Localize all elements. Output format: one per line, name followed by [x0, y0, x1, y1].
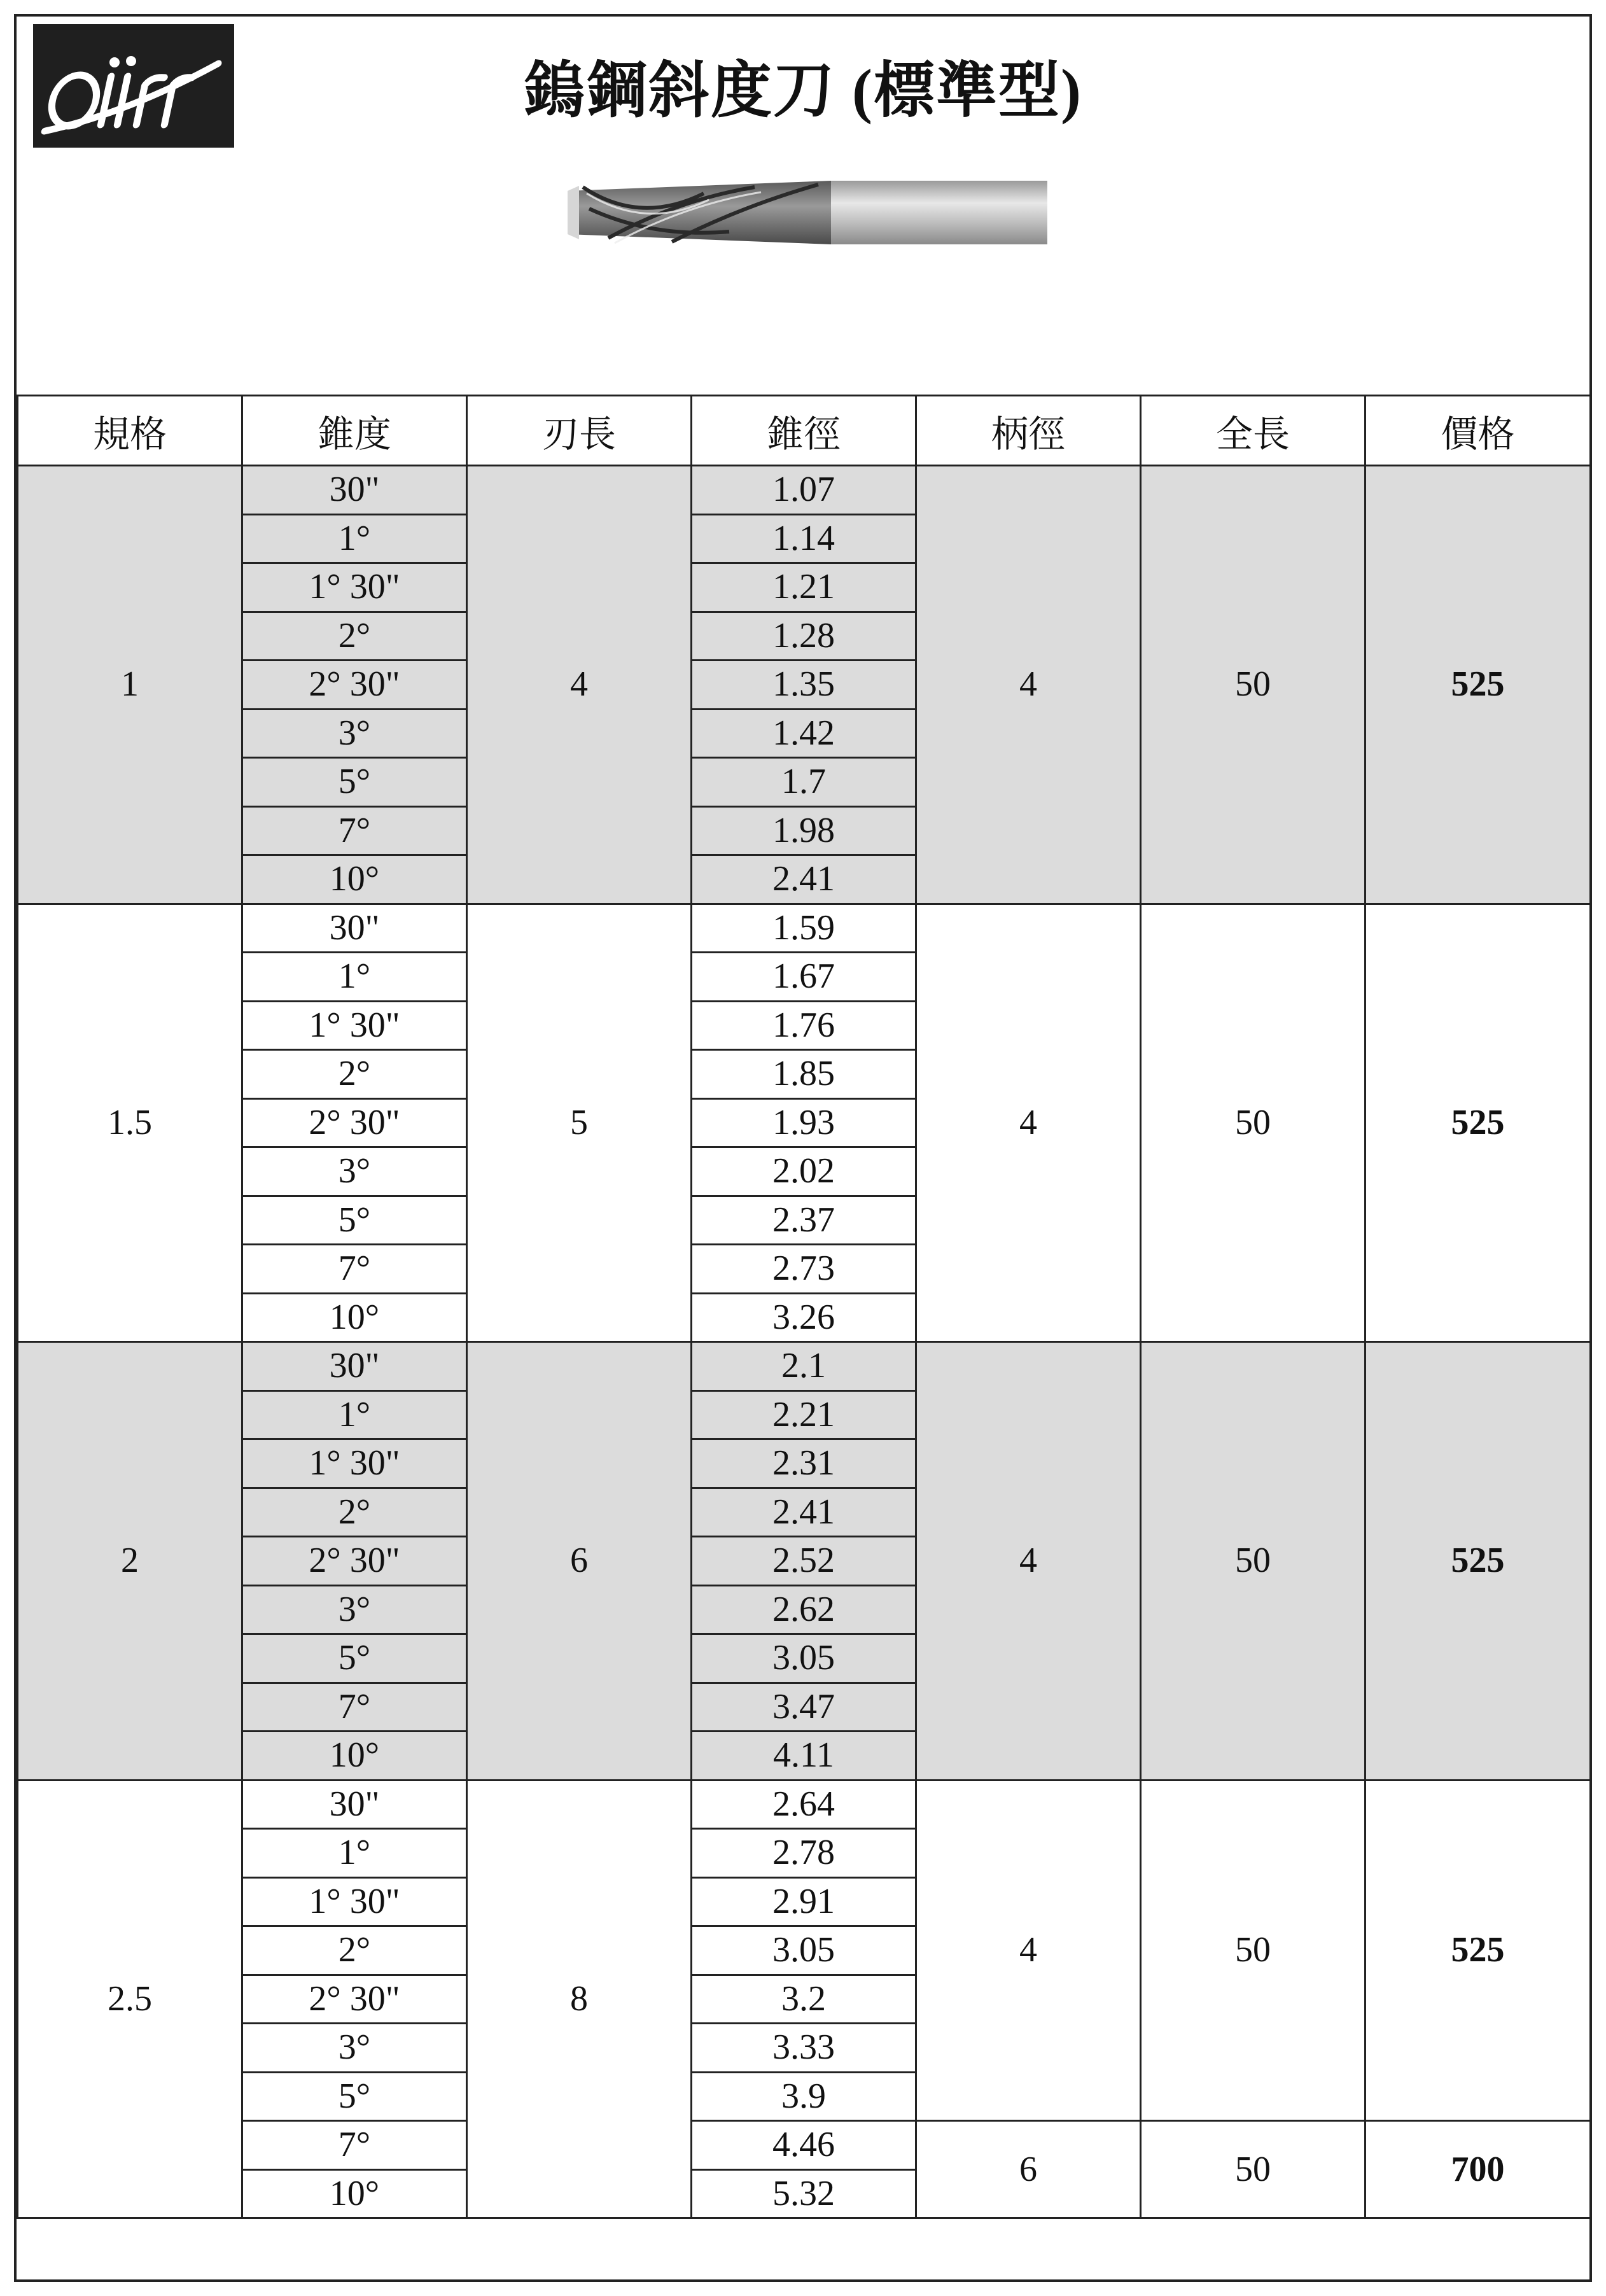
- product-header: [17, 17, 1589, 397]
- taper-cell: 1° 30": [242, 1877, 467, 1926]
- taper-diameter-cell: 2.37: [692, 1196, 916, 1245]
- taper-cell: 30": [242, 904, 467, 953]
- taper-diameter-cell: 1.59: [692, 904, 916, 953]
- spec-cell: 1: [18, 466, 242, 904]
- taper-diameter-cell: 1.07: [692, 466, 916, 515]
- taper-cell: 3°: [242, 1585, 467, 1634]
- taper-diameter-cell: 1.98: [692, 806, 916, 855]
- taper-cell: 2°: [242, 1050, 467, 1099]
- taper-cell: 3°: [242, 1147, 467, 1196]
- taper-cell: 1° 30": [242, 563, 467, 612]
- spec-cell: 2.5: [18, 1780, 242, 2218]
- taper-diameter-cell: 2.73: [692, 1245, 916, 1294]
- taper-cell: 1° 30": [242, 1001, 467, 1050]
- taper-cell: 2° 30": [242, 1537, 467, 1586]
- taper-diameter-cell: 3.33: [692, 2024, 916, 2073]
- taper-cell: 1° 30": [242, 1439, 467, 1488]
- taper-cell: 10°: [242, 855, 467, 904]
- taper-cell: 3°: [242, 709, 467, 758]
- taper-diameter-cell: 3.47: [692, 1683, 916, 1732]
- overall-length-cell: 50: [1141, 1780, 1365, 2121]
- taper-cell: 3°: [242, 2024, 467, 2073]
- price-cell: 700: [1365, 2121, 1591, 2218]
- taper-cell: 5°: [242, 2072, 467, 2121]
- overall-length-cell: 50: [1141, 1342, 1365, 1781]
- price-cell: 525: [1365, 1780, 1591, 2121]
- spec-table-body: [18, 466, 1591, 2218]
- taper-diameter-cell: 2.1: [692, 1342, 916, 1391]
- spec-cell: 1.5: [18, 904, 242, 1342]
- taper-diameter-cell: 2.91: [692, 1877, 916, 1926]
- shank-diameter-cell: 4: [916, 466, 1141, 904]
- table-header-row: [18, 396, 1591, 466]
- taper-diameter-cell: 1.85: [692, 1050, 916, 1099]
- taper-diameter-cell: 1.76: [692, 1001, 916, 1050]
- taper-cell: 5°: [242, 1196, 467, 1245]
- taper-cell: 7°: [242, 1245, 467, 1294]
- table-row: [18, 1342, 1591, 1391]
- taper-diameter-cell: 2.62: [692, 1585, 916, 1634]
- table-row: [18, 904, 1591, 953]
- taper-diameter-cell: 1.7: [692, 758, 916, 807]
- taper-diameter-cell: 1.67: [692, 953, 916, 1002]
- header-blade-length: 刃長: [467, 396, 692, 466]
- taper-cell: 2° 30": [242, 661, 467, 710]
- taper-cell: 30": [242, 1342, 467, 1391]
- taper-cell: 30": [242, 466, 467, 515]
- taper-diameter-cell: 3.05: [692, 1926, 916, 1975]
- taper-cell: 10°: [242, 1732, 467, 1781]
- taper-cell: 7°: [242, 1683, 467, 1732]
- blade-length-cell: 4: [467, 466, 692, 904]
- taper-diameter-cell: 1.14: [692, 514, 916, 563]
- taper-cell: 10°: [242, 1293, 467, 1342]
- overall-length-cell: 50: [1141, 2121, 1365, 2218]
- taper-diameter-cell: 2.41: [692, 855, 916, 904]
- shank-diameter-cell: 4: [916, 904, 1141, 1342]
- taper-cell: 1°: [242, 1829, 467, 1878]
- taper-diameter-cell: 1.28: [692, 612, 916, 661]
- price-cell: 525: [1365, 1342, 1591, 1781]
- taper-cell: 1°: [242, 953, 467, 1002]
- taper-cell: 2° 30": [242, 1098, 467, 1147]
- blade-length-cell: 6: [467, 1342, 692, 1781]
- header-taper: 錐度: [242, 396, 467, 466]
- header-price: 價格: [1365, 396, 1591, 466]
- table-row: [18, 466, 1591, 515]
- taper-diameter-cell: 1.93: [692, 1098, 916, 1147]
- taper-diameter-cell: 2.64: [692, 1780, 916, 1829]
- price-cell: 525: [1365, 466, 1591, 904]
- taper-diameter-cell: 1.35: [692, 661, 916, 710]
- catalog-sheet: [14, 14, 1592, 2282]
- taper-cell: 7°: [242, 806, 467, 855]
- end-mill-image: [564, 168, 1060, 257]
- header-shank-diameter: 柄徑: [916, 396, 1141, 466]
- shank-diameter-cell: 4: [916, 1342, 1141, 1781]
- taper-cell: 2°: [242, 612, 467, 661]
- overall-length-cell: 50: [1141, 904, 1365, 1342]
- table-row: [18, 2121, 1591, 2170]
- taper-diameter-cell: 4.11: [692, 1732, 916, 1781]
- taper-cell: 5°: [242, 1634, 467, 1683]
- blade-length-cell: 8: [467, 1780, 692, 2218]
- shank-diameter-cell: 4: [916, 1780, 1141, 2121]
- taper-cell: 30": [242, 1780, 467, 1829]
- taper-diameter-cell: 3.05: [692, 1634, 916, 1683]
- taper-diameter-cell: 2.21: [692, 1390, 916, 1439]
- taper-diameter-cell: 2.41: [692, 1488, 916, 1537]
- taper-diameter-cell: 3.9: [692, 2072, 916, 2121]
- taper-diameter-cell: 2.31: [692, 1439, 916, 1488]
- taper-cell: 2°: [242, 1488, 467, 1537]
- taper-cell: 1°: [242, 1390, 467, 1439]
- taper-diameter-cell: 4.46: [692, 2121, 916, 2170]
- header-overall-length: 全長: [1141, 396, 1365, 466]
- shank-diameter-cell: 6: [916, 2121, 1141, 2218]
- taper-diameter-cell: 5.32: [692, 2169, 916, 2218]
- table-row: [18, 1780, 1591, 1829]
- taper-diameter-cell: 1.42: [692, 709, 916, 758]
- taper-diameter-cell: 2.52: [692, 1537, 916, 1586]
- spec-cell: 2: [18, 1342, 242, 1781]
- taper-diameter-cell: 3.26: [692, 1293, 916, 1342]
- taper-cell: 10°: [242, 2169, 467, 2218]
- taper-diameter-cell: 2.02: [692, 1147, 916, 1196]
- page-title: 鎢鋼斜度刀 (標準型): [524, 57, 1082, 125]
- header-spec: 規格: [18, 396, 242, 466]
- spec-table: [17, 395, 1591, 2219]
- taper-diameter-cell: 1.21: [692, 563, 916, 612]
- taper-cell: 1°: [242, 514, 467, 563]
- taper-diameter-cell: 2.78: [692, 1829, 916, 1878]
- overall-length-cell: 50: [1141, 466, 1365, 904]
- taper-cell: 5°: [242, 758, 467, 807]
- taper-cell: 2°: [242, 1926, 467, 1975]
- taper-cell: 2° 30": [242, 1975, 467, 2024]
- taper-diameter-cell: 3.2: [692, 1975, 916, 2024]
- header-taper-diameter: 錐徑: [692, 396, 916, 466]
- price-cell: 525: [1365, 904, 1591, 1342]
- blade-length-cell: 5: [467, 904, 692, 1342]
- taper-cell: 7°: [242, 2121, 467, 2170]
